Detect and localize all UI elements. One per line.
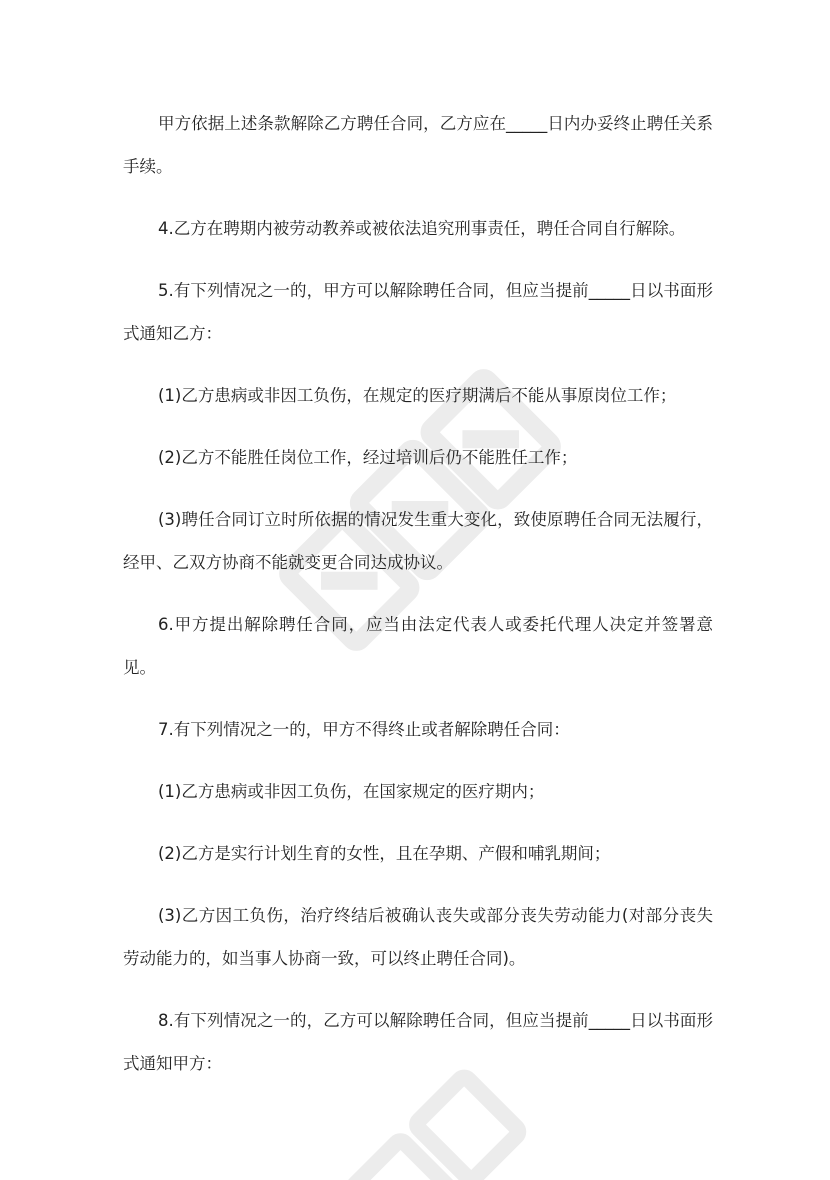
paragraph: (3)乙方因工负伤，治疗终结后被确认丧失或部分丧失劳动能力(对部分丧失劳动能力的，如当事人协商一致，可以终止聘任合同)。 bbox=[123, 906, 713, 968]
paragraph: (1)乙方患病或非因工负伤，在规定的医疗期满后不能从事原岗位工作； bbox=[158, 386, 677, 405]
paragraph: (1)乙方患病或非因工负伤，在国家规定的医疗期内； bbox=[158, 782, 545, 801]
paragraph: 5.有下列情况之一的，甲方可以解除聘任合同，但应当提前_____日以书面形式通知乙方： bbox=[123, 281, 713, 343]
document-body bbox=[123, 102, 713, 1104]
paragraph: (2)乙方是实行计划生育的女性，且在孕期、产假和哺乳期间； bbox=[158, 844, 611, 863]
paragraph: (2)乙方不能胜任岗位工作，经过培训后仍不能胜任工作； bbox=[158, 448, 578, 467]
paragraph: 8.有下列情况之一的，乙方可以解除聘任合同，但应当提前_____日以书面形式通知甲方： bbox=[123, 1011, 713, 1073]
paragraph: 4.乙方在聘期内被劳动教养或被依法追究刑事责任，聘任合同自行解除。 bbox=[158, 219, 686, 238]
paragraph: 甲方依据上述条款解除乙方聘任合同，乙方应在_____日内办妥终止聘任关系手续。 bbox=[123, 114, 713, 176]
paragraph: 7.有下列情况之一的，甲方不得终止或者解除聘任合同： bbox=[158, 720, 570, 739]
paragraph: 6.甲方提出解除聘任合同，应当由法定代表人或委托代理人决定并签署意见。 bbox=[123, 615, 713, 677]
paragraph: (3)聘任合同订立时所依据的情况发生重大变化，致使原聘任合同无法履行，经甲、乙双方协商不能就变更合同达成协议。 bbox=[123, 510, 713, 572]
